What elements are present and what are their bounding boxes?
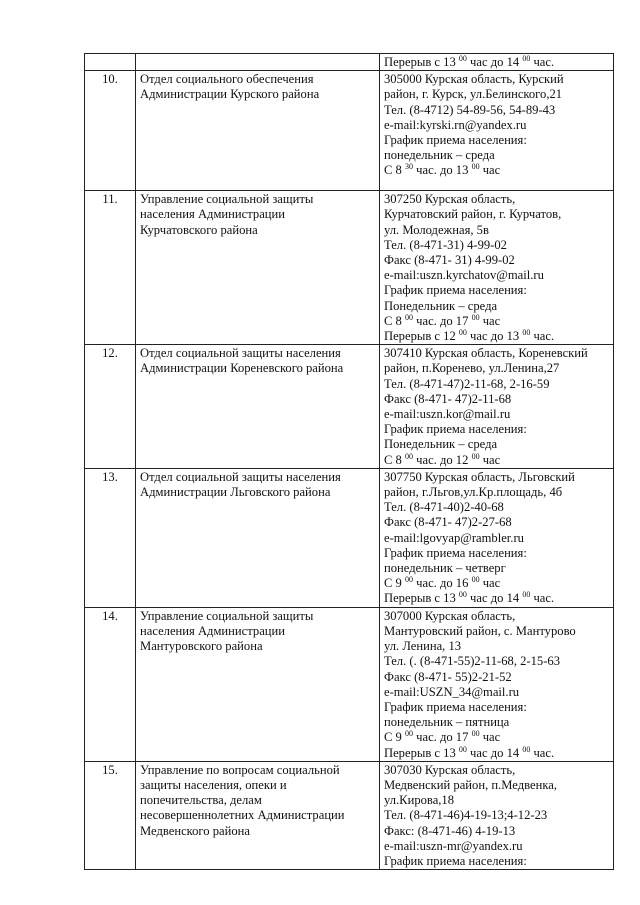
text-fragment: район, г.Льгов,ул.Кр.площадь, 4б (384, 485, 563, 500)
text-fragment: Тел. (8-4712) 54-89-56, 54-89-43 (384, 102, 556, 117)
table-row (85, 761, 614, 869)
department-name-line: Мантуровского района (140, 639, 263, 654)
time-superscript: 00 (471, 162, 480, 172)
contact-info-line (384, 715, 609, 730)
time-superscript: 00 (471, 312, 480, 322)
text-fragment: График приема населения: (384, 699, 527, 714)
text-fragment: Мантуровский район, с. Мантурово (384, 623, 576, 638)
text-fragment: Тел. (8-471-46)4-19-13;4-12-23 (384, 808, 548, 823)
offices-table (84, 53, 614, 870)
text-fragment: Тел. (8-471-40)2-40-68 (384, 500, 504, 515)
text-fragment: Тел. (8-471-31) 4-99-02 (384, 237, 507, 252)
time-superscript: 00 (522, 327, 531, 337)
text-fragment: Тел. (. (8-471-55)2-11-68, 2-15-63 (384, 654, 561, 669)
text-fragment: час до 14 (466, 55, 523, 69)
text-fragment: район, г. Курск, ул.Белинского,21 (384, 87, 563, 102)
text-fragment: ул. Ленина, 13 (384, 639, 462, 654)
table-row (85, 345, 614, 469)
contact-info (380, 761, 614, 869)
time-superscript: 00 (458, 53, 467, 63)
department-name (136, 345, 380, 469)
row-number: 11. (85, 191, 136, 345)
department-name-line: Отдел социального обеспечения (140, 72, 314, 87)
contact-info-line (384, 437, 609, 452)
contact-info-line (384, 87, 609, 102)
text-fragment: Факс: (8-471-46) 4-19-13 (384, 823, 516, 838)
contact-info-line (384, 485, 609, 500)
department-name-line: несовершеннолетних Администрации (140, 808, 345, 823)
text-fragment: С 8 (384, 313, 405, 328)
text-fragment: час до 14 (466, 745, 523, 760)
time-superscript: 00 (522, 744, 531, 754)
time-superscript: 00 (458, 327, 467, 337)
contact-info-line (384, 346, 609, 361)
row-number: 14. (85, 607, 136, 761)
contact-info-line (384, 253, 609, 268)
contact-info-line (384, 639, 609, 654)
contact-info-line (384, 314, 609, 329)
table-row (85, 468, 614, 607)
department-name-line: населения Администрации (140, 207, 286, 222)
text-fragment: понедельник – четверг (384, 561, 506, 576)
contact-info (380, 71, 614, 191)
department-name-line: Администрации Курского района (140, 87, 320, 102)
text-fragment: 307750 Курская область, Льговский (384, 469, 575, 484)
contact-info-line (384, 808, 609, 823)
time-superscript: 00 (458, 590, 467, 600)
text-fragment: Факс (8-471- 47)2-11-68 (384, 391, 512, 406)
contact-info-line (384, 793, 609, 808)
text-fragment: e-mail:kyrski.rn@yandex.ru (384, 117, 527, 132)
text-fragment: График приема населения: (384, 283, 527, 298)
text-fragment: час. (530, 745, 555, 760)
text-fragment: час. до 16 (413, 576, 472, 591)
department-name-line: населения Администрации (140, 623, 286, 638)
contact-info-line (384, 55, 609, 70)
text-fragment: понедельник – среда (384, 148, 495, 163)
contact-info (380, 345, 614, 469)
text-fragment: 307030 Курская область, (384, 762, 516, 777)
text-fragment: Факс (8-471- 47)2-27-68 (384, 515, 512, 530)
contact-info-line (384, 392, 609, 407)
department-name (136, 54, 380, 71)
text-fragment: С 8 (384, 163, 405, 178)
contact-info-line (384, 854, 609, 869)
table-row (85, 607, 614, 761)
text-fragment: e-mail:uszn.kyrchatov@mail.ru (384, 268, 544, 283)
time-superscript: 00 (471, 451, 480, 461)
text-fragment: ул.Кирова,18 (384, 793, 455, 808)
contact-info (380, 468, 614, 607)
contact-info-line (384, 515, 609, 530)
row-number: 15. (85, 761, 136, 869)
text-fragment: 307250 Курская область, (384, 192, 516, 207)
department-name (136, 468, 380, 607)
contact-info-line (384, 500, 609, 515)
contact-info-line (384, 470, 609, 485)
table-row (85, 54, 614, 71)
department-name-line: Отдел социальной защиты населения (140, 469, 341, 484)
contact-info-line (384, 609, 609, 624)
text-fragment: e-mail:uszn-mr@yandex.ru (384, 838, 523, 853)
table-row (85, 71, 614, 191)
contact-info-line (384, 238, 609, 253)
contact-info-line (384, 654, 609, 669)
text-fragment: ул. Молодежная, 5в (384, 222, 489, 237)
department-name (136, 761, 380, 869)
time-superscript: 30 (405, 162, 413, 172)
text-fragment: понедельник – пятница (384, 715, 510, 730)
text-fragment: час (479, 452, 501, 467)
text-fragment: час (479, 163, 501, 178)
contact-info-line (384, 685, 609, 700)
contact-info-line (384, 591, 609, 606)
department-name (136, 607, 380, 761)
contact-info-line (384, 746, 609, 761)
contact-info (380, 54, 614, 71)
text-fragment: час. до 13 (413, 163, 472, 178)
contact-info-line (384, 207, 609, 222)
department-name-line: Управление по вопросам социальной (140, 762, 340, 777)
contact-info-line (384, 763, 609, 778)
contact-info-line (384, 407, 609, 422)
contact-info-line (384, 576, 609, 591)
text-fragment: Тел. (8-471-47)2-11-68, 2-16-59 (384, 376, 550, 391)
department-name-line: Отдел социальной защиты населения (140, 346, 341, 361)
contact-info-line (384, 268, 609, 283)
time-superscript: 00 (405, 312, 413, 322)
contact-info-line (384, 133, 609, 148)
text-fragment: График приема населения: (384, 422, 527, 437)
text-fragment: час. (530, 329, 555, 344)
contact-info-line (384, 223, 609, 238)
table-body (85, 54, 614, 870)
time-superscript: 00 (405, 575, 413, 585)
text-fragment: час. (530, 591, 555, 606)
text-fragment: С 8 (384, 452, 405, 467)
text-fragment: Курчатовский район, г. Курчатов, (384, 207, 562, 222)
text-fragment: e-mail:USZN_34@mail.ru (384, 684, 520, 699)
text-fragment: Понедельник – среда (384, 298, 498, 313)
text-fragment: 307000 Курская область, (384, 608, 516, 623)
contact-info-line (384, 299, 609, 314)
time-superscript: 00 (471, 729, 480, 739)
time-superscript: 00 (405, 451, 413, 461)
time-superscript: 00 (458, 744, 467, 754)
time-superscript: 00 (471, 575, 480, 585)
department-name-line: Управление социальной защиты (140, 192, 314, 207)
text-fragment: Перерыв с 12 (384, 329, 459, 344)
text-fragment: Понедельник – среда (384, 437, 498, 452)
department-name-line: защиты населения, опеки и (140, 777, 287, 792)
department-name-line: Управление социальной защиты (140, 608, 314, 623)
text-fragment: С 9 (384, 730, 405, 745)
text-fragment: e-mail:uszn.kor@mail.ru (384, 407, 511, 422)
contact-info-line (384, 192, 609, 207)
department-name-line: Медвенского района (140, 823, 250, 838)
contact-info-line (384, 561, 609, 576)
contact-info-line (384, 700, 609, 715)
text-fragment: Факс (8-471- 31) 4-99-02 (384, 253, 515, 268)
department-name-line: Администрации Кореневского района (140, 361, 344, 376)
contact-info-line (384, 778, 609, 793)
text-fragment: час. до 17 (413, 730, 472, 745)
contact-info-line (384, 329, 609, 344)
contact-info-line (384, 546, 609, 561)
contact-info (380, 607, 614, 761)
contact-info (380, 191, 614, 345)
row-number (85, 54, 136, 71)
contact-info-line (384, 624, 609, 639)
department-name (136, 71, 380, 191)
text-fragment: час. (530, 55, 555, 69)
contact-info-line (384, 670, 609, 685)
row-number: 10. (85, 71, 136, 191)
contact-info-line (384, 377, 609, 392)
text-fragment: час. до 12 (413, 452, 472, 467)
department-name (136, 191, 380, 345)
row-number: 13. (85, 468, 136, 607)
contact-info-line (384, 361, 609, 376)
text-fragment: Факс (8-471- 55)2-21-52 (384, 669, 512, 684)
text-fragment: час (479, 576, 501, 591)
department-name-line: Курчатовского района (140, 222, 258, 237)
text-fragment: График приема населения: (384, 133, 527, 148)
contact-info-line (384, 103, 609, 118)
contact-info-line (384, 148, 609, 163)
contact-info-line (384, 824, 609, 839)
department-name-line: попечительства, делам (140, 793, 262, 808)
text-fragment: Перерыв с 13 (384, 55, 459, 69)
text-fragment: Медвенский район, п.Медвенка, (384, 777, 557, 792)
contact-info-line (384, 72, 609, 87)
text-fragment: График приема населения: (384, 545, 527, 560)
table-row (85, 191, 614, 345)
text-fragment: час. до 17 (413, 313, 472, 328)
text-fragment: район, п.Коренево, ул.Ленина,27 (384, 361, 560, 376)
contact-info-line (384, 730, 609, 745)
row-number: 12. (85, 345, 136, 469)
contact-info-line (384, 453, 609, 468)
contact-info-line (384, 422, 609, 437)
text-fragment: Перерыв с 13 (384, 591, 459, 606)
text-fragment: час до 14 (466, 591, 523, 606)
text-fragment: 307410 Курская область, Кореневский (384, 346, 588, 361)
text-fragment: Перерыв с 13 (384, 745, 459, 760)
contact-info-line (384, 283, 609, 298)
text-fragment: 305000 Курская область, Курский (384, 72, 564, 87)
text-fragment: График приема населения: (384, 853, 527, 868)
time-superscript: 00 (522, 53, 531, 63)
department-name-line: Администрации Льговского района (140, 485, 331, 500)
text-fragment: час (479, 730, 501, 745)
text-fragment: час до 13 (466, 329, 523, 344)
time-superscript: 00 (522, 590, 531, 600)
contact-info-line (384, 163, 609, 178)
contact-info-line (384, 118, 609, 133)
text-fragment: С 9 (384, 576, 405, 591)
text-fragment: час (479, 313, 501, 328)
contact-info-line (384, 839, 609, 854)
time-superscript: 00 (405, 729, 413, 739)
contact-info-line (384, 531, 609, 546)
text-fragment: e-mail:lgovyap@rambler.ru (384, 530, 524, 545)
